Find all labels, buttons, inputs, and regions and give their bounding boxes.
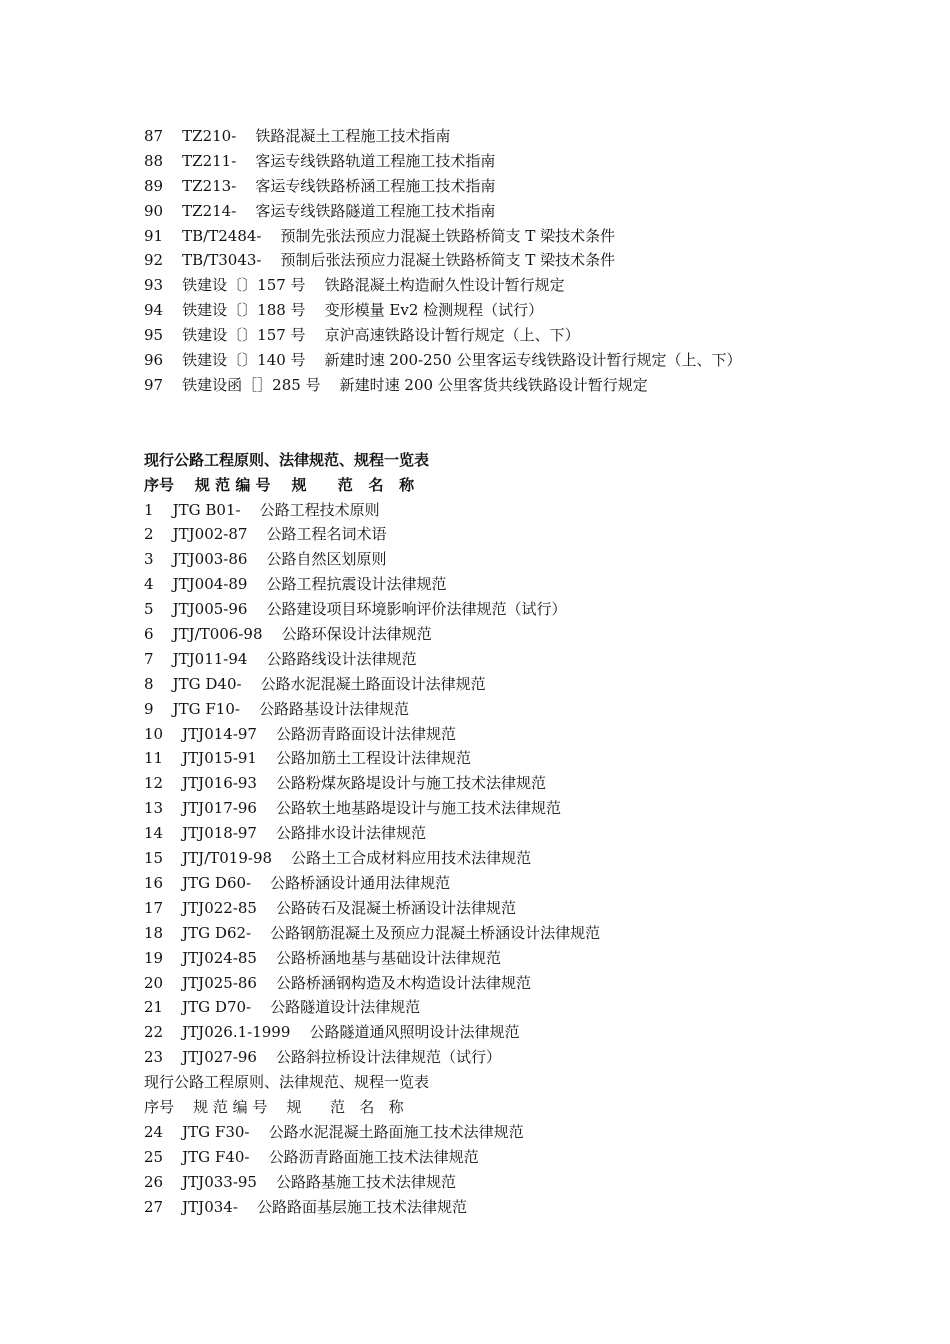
list-item: 18 JTG D62- 公路钢筋混凝土及预应力混凝土桥涵设计法律规范 (144, 923, 601, 942)
list-item: 17 JTJ022-85 公路砖石及混凝土桥涵设计法律规范 (144, 898, 517, 917)
list-item: 27 JTJ034- 公路路面基层施工技术法律规范 (144, 1197, 467, 1216)
list-item: 19 JTJ024-85 公路桥涵地基与基础设计法律规范 (144, 948, 502, 967)
list-item: 23 JTJ027-96 公路斜拉桥设计法律规范（试行） (144, 1048, 502, 1067)
list-item: 26 JTJ033-95 公路路基施工技术法律规范 (144, 1172, 457, 1191)
section-title: 现行公路工程原则、法律规范、规程一览表 (144, 1073, 430, 1092)
list-item: 15 JTJ/T019-98 公路土工合成材料应用技术法律规范 (144, 849, 532, 868)
list-item: 93 铁建设〔〕157 号 铁路混凝土构造耐久性设计暂行规定 (144, 276, 565, 295)
list-item: 94 铁建设〔〕188 号 变形模量 Ev2 检测规程（试行） (144, 301, 544, 320)
list-item: 20 JTJ025-86 公路桥涵钢构造及木构造设计法律规范 (144, 973, 532, 992)
table-header: 序号 规 范 编 号 规 范 名 称 (144, 475, 415, 494)
list-item: 5 JTJ005-96 公路建设项目环境影响评价法律规范（试行） (144, 600, 567, 619)
list-item: 3 JTJ003-86 公路自然区划原则 (144, 550, 387, 569)
railway-standards-list (144, 124, 844, 398)
list-item: 16 JTG D60- 公路桥涵设计通用法律规范 (144, 873, 451, 892)
list-item: 11 JTJ015-91 公路加筋土工程设计法律规范 (144, 749, 472, 768)
list-item: 12 JTJ016-93 公路粉煤灰路堤设计与施工技术法律规范 (144, 774, 547, 793)
list-item: 97 铁建设函［］285 号 新建时速 200 公里客货共线铁路设计暂行规定 (144, 375, 648, 394)
list-item: 13 JTJ017-96 公路软土地基路堤设计与施工技术法律规范 (144, 799, 562, 818)
list-item: 91 TB/T2484- 预制先张法预应力混凝土铁路桥简支 T 梁技术条件 (144, 226, 616, 245)
list-item: 1 JTG B01- 公路工程技术原则 (144, 500, 380, 519)
highway-standards-continued (144, 1070, 844, 1219)
list-item: 14 JTJ018-97 公路排水设计法律规范 (144, 824, 427, 843)
list-item: 95 铁建设〔〕157 号 京沪高速铁路设计暂行规定（上、下） (144, 326, 580, 345)
list-item: 9 JTG F10- 公路路基设计法律规范 (144, 699, 410, 718)
table-header: 序号 规 范 编 号 规 范 名 称 (144, 1097, 404, 1116)
list-item: 6 JTJ/T006-98 公路环保设计法律规范 (144, 625, 432, 644)
list-item: 90 TZ214- 客运专线铁路隧道工程施工技术指南 (144, 201, 496, 220)
list-item: 8 JTG D40- 公路水泥混凝土路面设计法律规范 (144, 674, 486, 693)
list-item: 24 JTG F30- 公路水泥混凝土路面施工技术法律规范 (144, 1122, 524, 1141)
list-item: 2 JTJ002-87 公路工程名词术语 (144, 525, 387, 544)
list-item: 4 JTJ004-89 公路工程抗震设计法律规范 (144, 575, 447, 594)
list-item: 21 JTG D70- 公路隧道设计法律规范 (144, 998, 421, 1017)
list-item: 25 JTG F40- 公路沥青路面施工技术法律规范 (144, 1147, 479, 1166)
document-page (144, 124, 844, 1219)
list-item: 10 JTJ014-97 公路沥青路面设计法律规范 (144, 724, 457, 743)
list-item: 89 TZ213- 客运专线铁路桥涵工程施工技术指南 (144, 176, 496, 195)
section-spacer (144, 398, 844, 448)
list-item: 88 TZ211- 客运专线铁路轨道工程施工技术指南 (144, 151, 496, 170)
list-item: 87 TZ210- 铁路混凝土工程施工技术指南 (144, 127, 451, 145)
list-item: 96 铁建设〔〕140 号 新建时速 200-250 公里客运专线铁路设计暂行规定（上、下） (144, 351, 742, 370)
list-item: 92 TB/T3043- 预制后张法预应力混凝土铁路桥简支 T 梁技术条件 (144, 251, 616, 270)
section-title: 现行公路工程原则、法律规范、规程一览表 (144, 450, 430, 469)
list-item: 22 JTJ026.1-1999 公路隧道通风照明设计法律规范 (144, 1023, 520, 1042)
highway-standards-section (144, 448, 844, 1070)
list-item: 7 JTJ011-94 公路路线设计法律规范 (144, 649, 417, 668)
